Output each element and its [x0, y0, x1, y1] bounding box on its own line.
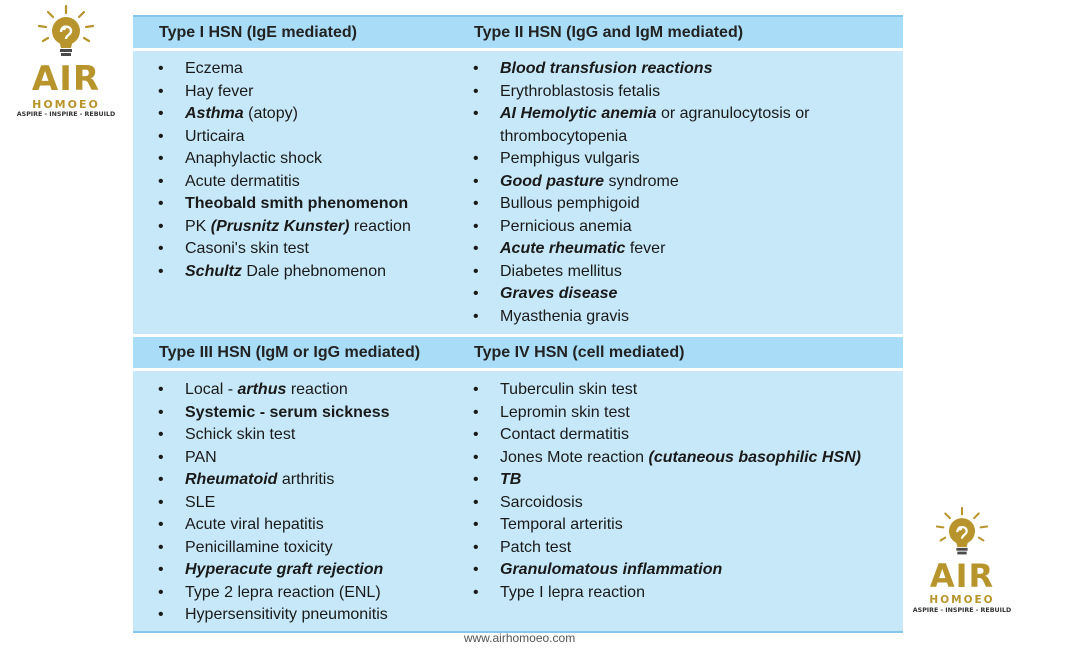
- list-item-text: Acute rheumatic: [500, 240, 626, 257]
- list-item-text: Hay fever: [185, 82, 254, 100]
- list-item-text: Urticaira: [185, 127, 245, 145]
- list-item-text: TB: [500, 471, 522, 488]
- type1-header: Type I HSN (IgE mediated): [159, 23, 357, 41]
- list-item-text: Type 2 lepra reaction (ENL): [185, 583, 381, 601]
- list-item-text: reaction: [349, 217, 411, 235]
- lightbulb-icon: [932, 506, 992, 560]
- list-item: [133, 148, 448, 171]
- list-item-text: Sarcoidosis: [500, 493, 583, 511]
- list-item-text: (cutaneous basophilic HSN): [648, 448, 861, 466]
- list-item-text: Theobald smith phenomenon: [185, 195, 409, 212]
- list-item: [448, 379, 903, 402]
- logo-brand-text: AIR: [929, 557, 995, 595]
- list-item: [448, 514, 903, 537]
- list-item: [448, 424, 903, 447]
- type1-list: [133, 58, 448, 283]
- list-item: [133, 379, 448, 402]
- type3-list: [133, 379, 448, 627]
- air-homoeo-logo-watermark: [910, 506, 1014, 614]
- list-item: [448, 103, 903, 126]
- list-item-text: Hyperacute graft rejection: [185, 561, 384, 578]
- list-item-text: Lepromin skin test: [500, 403, 630, 421]
- type2-header: Type II HSN (IgG and IgM mediated): [474, 23, 744, 41]
- list-item-text: Pemphigus vulgaris: [500, 150, 640, 167]
- type4-list: [448, 379, 903, 604]
- list-item-text: thrombocytopenia: [500, 127, 628, 145]
- list-item-text: Diabetes mellitus: [500, 262, 622, 280]
- lightbulb-icon: [34, 4, 98, 62]
- list-item-text: Erythroblastosis fetalis: [500, 82, 661, 100]
- body-row-top: [133, 51, 903, 334]
- list-item: [133, 402, 448, 425]
- type2-list: [448, 58, 903, 328]
- list-item-text: reaction: [286, 381, 348, 398]
- body-row-bottom: [133, 371, 903, 633]
- list-item-text: Hypersensitivity pneumonitis: [185, 606, 388, 623]
- list-item: [133, 171, 448, 194]
- list-item-text: Local -: [185, 381, 238, 398]
- list-item: [448, 537, 903, 560]
- list-item-text: Bullous pemphigoid: [500, 195, 640, 212]
- list-item-text: Dale phebnomenon: [241, 262, 386, 280]
- air-homoeo-logo: [14, 4, 118, 118]
- list-item: [133, 469, 448, 492]
- footer-text: www.airhomoeo.com: [463, 631, 576, 645]
- list-item-text: Eczema: [185, 60, 243, 77]
- list-item-text: Temporal arteritis: [500, 516, 623, 533]
- logo-sub-text: HOMOEO: [929, 594, 995, 606]
- list-item-text: Blood transfusion reactions: [500, 60, 713, 77]
- list-item: [133, 216, 448, 239]
- list-item-text: Myasthenia gravis: [500, 307, 629, 325]
- logo-tagline: ASPIRE - INSPIRE - REBUILD: [912, 606, 1012, 614]
- list-item-text: Schick skin test: [185, 426, 296, 443]
- list-item-text: Rheumatoid: [185, 471, 278, 488]
- list-item: [448, 238, 903, 261]
- list-item-text: SLE: [185, 493, 216, 511]
- list-item: [448, 469, 903, 492]
- list-item-text: Asthma: [185, 105, 244, 122]
- list-item: [448, 58, 903, 81]
- list-item: [448, 148, 903, 171]
- list-item-text: Jones Mote reaction: [500, 448, 649, 466]
- list-item: [133, 261, 448, 284]
- list-item-continuation: [448, 126, 903, 149]
- list-item-text: Type I lepra reaction: [500, 583, 645, 601]
- list-item-text: Graves disease: [500, 285, 618, 302]
- type4-header: Type IV HSN (cell mediated): [474, 343, 685, 361]
- list-item: [448, 81, 903, 104]
- list-item: [133, 103, 448, 126]
- header-row-top: [133, 15, 903, 48]
- list-item-text: PK: [185, 217, 211, 235]
- list-item-text: (Prusnitz Kunster): [210, 217, 350, 235]
- list-item-text: fever: [625, 240, 666, 257]
- list-item: [133, 604, 448, 627]
- list-item-text: Systemic - serum sickness: [185, 403, 390, 421]
- list-item: [133, 537, 448, 560]
- list-item: [133, 514, 448, 537]
- list-item-text: AI Hemolytic anemia: [500, 105, 657, 122]
- list-item: [133, 582, 448, 605]
- list-item-text: Tuberculin skin test: [500, 381, 638, 398]
- list-item-text: Penicillamine toxicity: [185, 538, 333, 556]
- logo-sub-text: HOMOEO: [32, 98, 100, 111]
- list-item: [448, 402, 903, 425]
- logo-tagline: ASPIRE - INSPIRE - REBUILD: [16, 111, 116, 118]
- list-item-text: or agranulocytosis or: [656, 105, 810, 122]
- list-item: [448, 559, 903, 582]
- list-item: [133, 492, 448, 515]
- type3-header: Type III HSN (IgM or IgG mediated): [159, 343, 421, 361]
- list-item: [448, 261, 903, 284]
- list-item-text: Good pasture: [500, 172, 605, 190]
- footer-url: [0, 631, 1071, 645]
- list-item-text: PAN: [185, 448, 217, 466]
- list-item: [448, 447, 903, 470]
- list-item-text: Patch test: [500, 538, 572, 556]
- list-item: [448, 283, 903, 306]
- list-item-text: (atopy): [243, 105, 298, 122]
- list-item-text: Contact dermatitis: [500, 426, 629, 443]
- list-item: [448, 171, 903, 194]
- list-item: [133, 126, 448, 149]
- list-item: [448, 492, 903, 515]
- list-item: [448, 306, 903, 329]
- list-item: [448, 582, 903, 605]
- list-item: [133, 424, 448, 447]
- list-item: [448, 193, 903, 216]
- list-item-text: arthritis: [277, 471, 335, 488]
- list-item: [133, 81, 448, 104]
- hypersensitivity-table: [133, 15, 903, 633]
- list-item-text: syndrome: [604, 172, 679, 190]
- list-item: [133, 193, 448, 216]
- list-item-text: Casoni's skin test: [185, 240, 309, 257]
- list-item-text: Acute viral hepatitis: [185, 516, 324, 533]
- list-item-text: Schultz: [185, 262, 242, 280]
- logo-brand-text: AIR: [31, 59, 101, 99]
- list-item-text: Granulomatous inflammation: [500, 561, 723, 578]
- list-item-text: Acute dermatitis: [185, 172, 300, 190]
- list-item-text: Pernicious anemia: [500, 217, 632, 235]
- list-item: [133, 559, 448, 582]
- header-row-bottom: [133, 337, 903, 368]
- list-item-text: Anaphylactic shock: [185, 150, 322, 167]
- list-item: [133, 238, 448, 261]
- list-item: [133, 58, 448, 81]
- list-item-text: arthus: [237, 381, 287, 398]
- list-item: [133, 447, 448, 470]
- list-item: [448, 216, 903, 239]
